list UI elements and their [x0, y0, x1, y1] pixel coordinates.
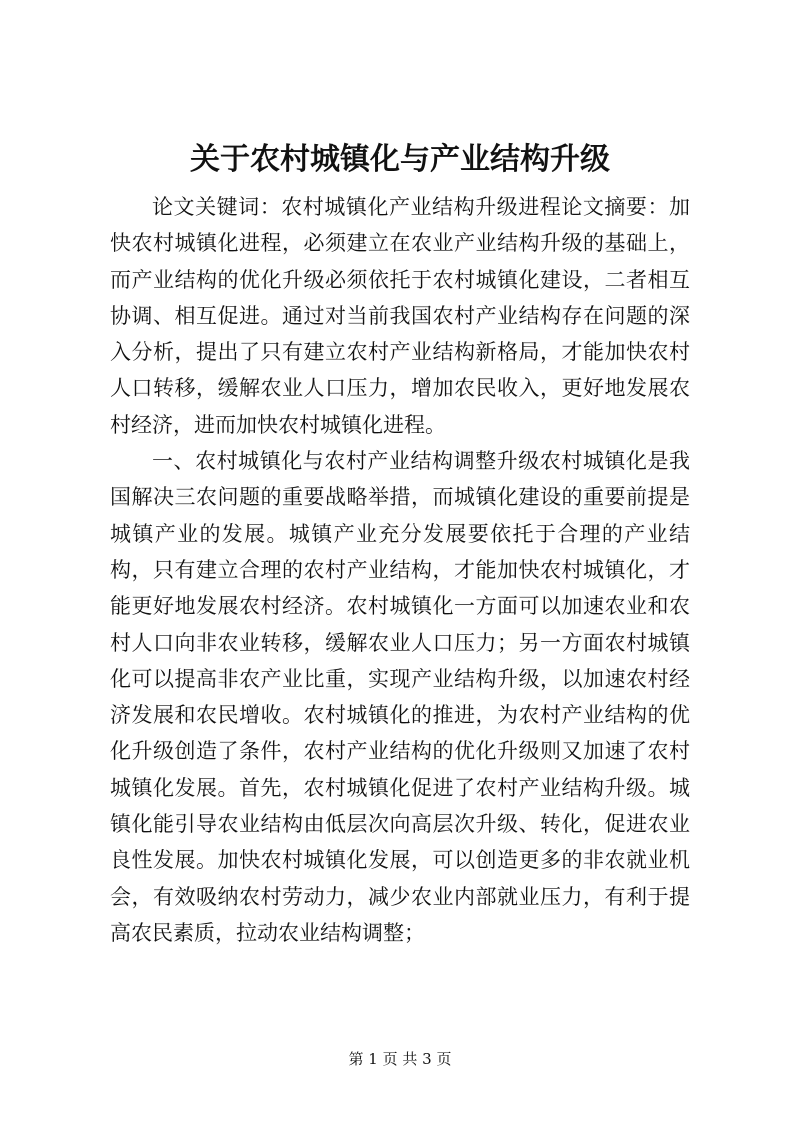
paragraph-abstract: 论文关键词：农村城镇化产业结构升级进程论文摘要：加快农村城镇化进程，必须建立在农业产业结构升级的基础上，而产业结构的优化升级必须依托于农村城镇化建设，二者相互协调、相互促进。通过对当前我国农村产业结构存在问题的深入分析，提出了只有建立农村产业结构新格局，才能加快农村人口转移，缓解农业人口压力，增加农民收入，更好地发展农村经济，进而加快农村城镇化进程。	[110, 195, 690, 437]
page-footer: 第 1 页 共 3 页	[348, 1050, 452, 1068]
paragraph-section-one: 一、农村城镇化与农村产业结构调整升级农村城镇化是我国解决三农问题的重要战略举措，而城镇化建设的重要前提是城镇产业的发展。城镇产业充分发展要依托于合理的产业结构，只有建立合理的农村产业结构，才能加快农村城镇化，才能更好地发展农村经济。农村城镇化一方面可以加速农业和农村人口向非农业转移，缓解农业人口压力；另一方面农村城镇化可以提高非农产业比重，实现产业结构升级，以加速农村经济发展和农民增收。农村城镇化的推进，为农村产业结构的优化升级创造了条件，农村产业结构的优化升级则又加速了农村城镇化发展。首先，农村城镇化促进了农村产业结构升级。城镇化能引导农业结构由低层次向高层次升级、转化，促进农业良性发展。加快农村城镇化发展，可以创造更多的非农就业机会，有效吸纳农村劳动力，减少农业内部就业压力，有利于提高农民素质，拉动农业结构调整；	[110, 449, 690, 945]
document-title: 关于农村城镇化与产业结构升级	[190, 142, 610, 177]
document-body	[110, 189, 690, 951]
